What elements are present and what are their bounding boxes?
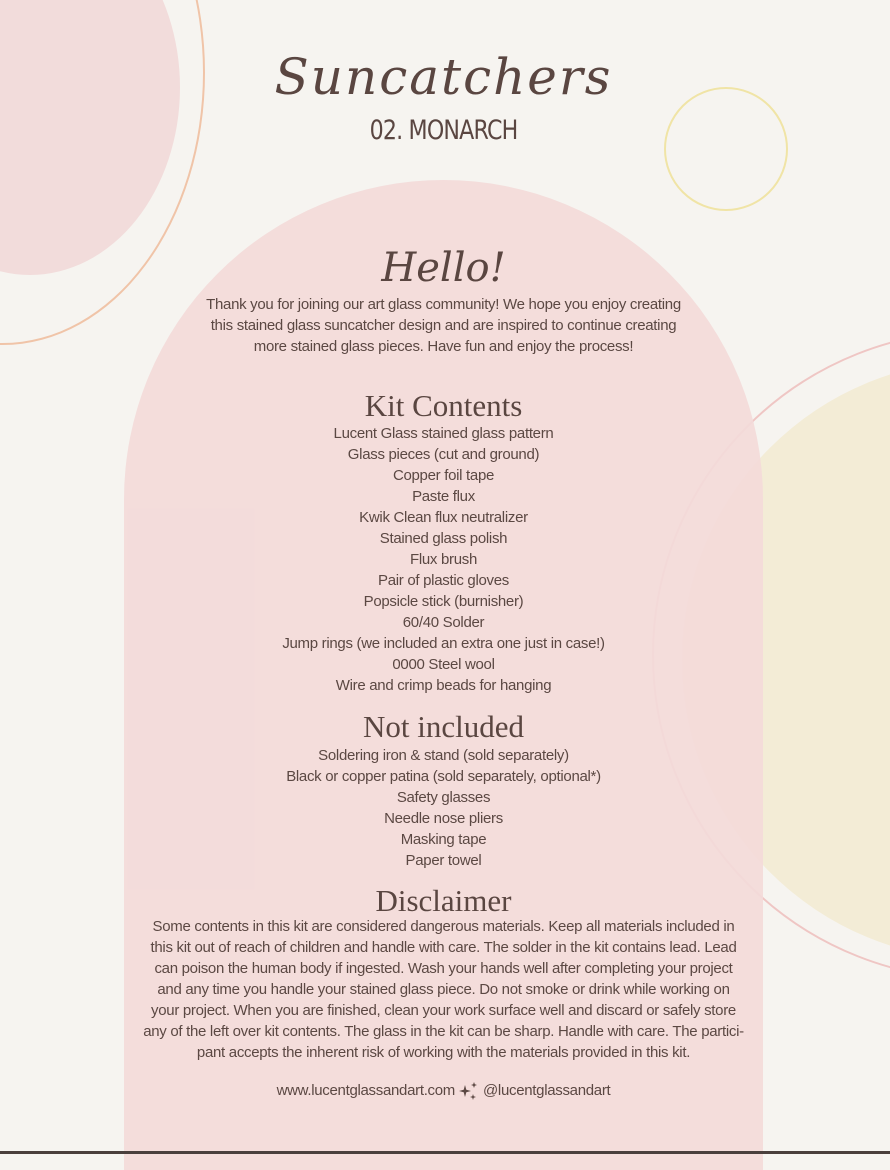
greeting-heading: Hello! [381, 245, 506, 291]
kit-item: Flux brush [409, 551, 478, 568]
not-included-item: Masking tape [400, 831, 487, 848]
not-included-item: Paper towel [405, 852, 482, 869]
kit-contents-list-wrap [124, 423, 763, 696]
kit-contents-heading: Kit Contents [364, 388, 523, 423]
subtitle-wrap [124, 115, 763, 146]
disclaimer-line: this kit out of reach of children and handle with care. The solder in the kit contains lead. Lead [150, 939, 737, 956]
not-included-item: Needle nose pliers [384, 810, 503, 827]
header [124, 48, 763, 106]
kit-item: Pair of plastic gloves [378, 572, 509, 589]
kit-item: Copper foil tape [392, 467, 495, 484]
social-handle[interactable]: @lucentglassandart [483, 1082, 611, 1100]
not-included-item: Safety glasses [396, 789, 491, 806]
greeting-section [124, 245, 763, 291]
kit-item: Kwik Clean flux neutralizer [359, 509, 528, 526]
page-title: Suncatchers [274, 48, 613, 106]
not-included-heading: Not included [363, 709, 524, 744]
greeting-line: Thank you for joining our art glass community! We hope you enjoy creating [206, 296, 681, 313]
kit-item: Glass pieces (cut and ground) [347, 446, 540, 463]
kit-item: Wire and crimp beads for hanging [335, 677, 552, 694]
page-subtitle: 02. MONARCH [369, 115, 518, 146]
kit-contents-list [124, 423, 763, 696]
disclaimer-line: can poison the human body if ingested. Wash your hands well after completing your project [154, 960, 733, 977]
kit-contents-section [124, 390, 763, 421]
greeting-line: more stained glass pieces. Have fun and enjoy the process! [253, 338, 634, 355]
not-included-list [124, 745, 763, 871]
sparkle-icon [458, 1081, 480, 1101]
not-included-list-wrap [124, 745, 763, 871]
disclaimer-body [124, 916, 763, 1063]
not-included-item: Black or copper patina (sold separately, optional*) [286, 768, 601, 785]
greeting-line: this stained glass suncatcher design and are inspired to continue creating [210, 317, 677, 334]
footer [124, 1081, 763, 1101]
disclaimer-line: any of the left over kit contents. The glass in the kit can be sharp. Handle with care. The partici- [143, 1023, 744, 1040]
disclaimer-line: and any time you handle your stained glass piece. Do not smoke or drink while working on [157, 981, 730, 998]
disclaimer-section [124, 885, 763, 916]
website-link[interactable]: www.lucentglassandart.com [276, 1082, 455, 1100]
yellow-ring-decoration [664, 87, 788, 211]
kit-item: Paste flux [412, 488, 475, 505]
kit-item: Lucent Glass stained glass pattern [333, 425, 554, 442]
kit-item: Popsicle stick (burnisher) [363, 593, 524, 610]
kit-item: 60/40 Solder [402, 614, 485, 631]
greeting-body [124, 294, 763, 357]
disclaimer-heading: Disclaimer [375, 883, 512, 918]
disclaimer-line: your project. When you are finished, clean your work surface well and discard or safely store [151, 1002, 736, 1019]
not-included-section [124, 711, 763, 742]
disclaimer-line: Some contents in this kit are considered dangerous materials. Keep all materials included in [152, 918, 735, 935]
not-included-item: Soldering iron & stand (sold separately) [318, 747, 569, 764]
disclaimer-line: pant accepts the inherent risk of working with the materials provided in this kit. [196, 1044, 691, 1061]
kit-item: Jump rings (we included an extra one just in case!) [282, 635, 605, 652]
kit-item: Stained glass polish [379, 530, 508, 547]
kit-item: 0000 Steel wool [392, 656, 495, 673]
